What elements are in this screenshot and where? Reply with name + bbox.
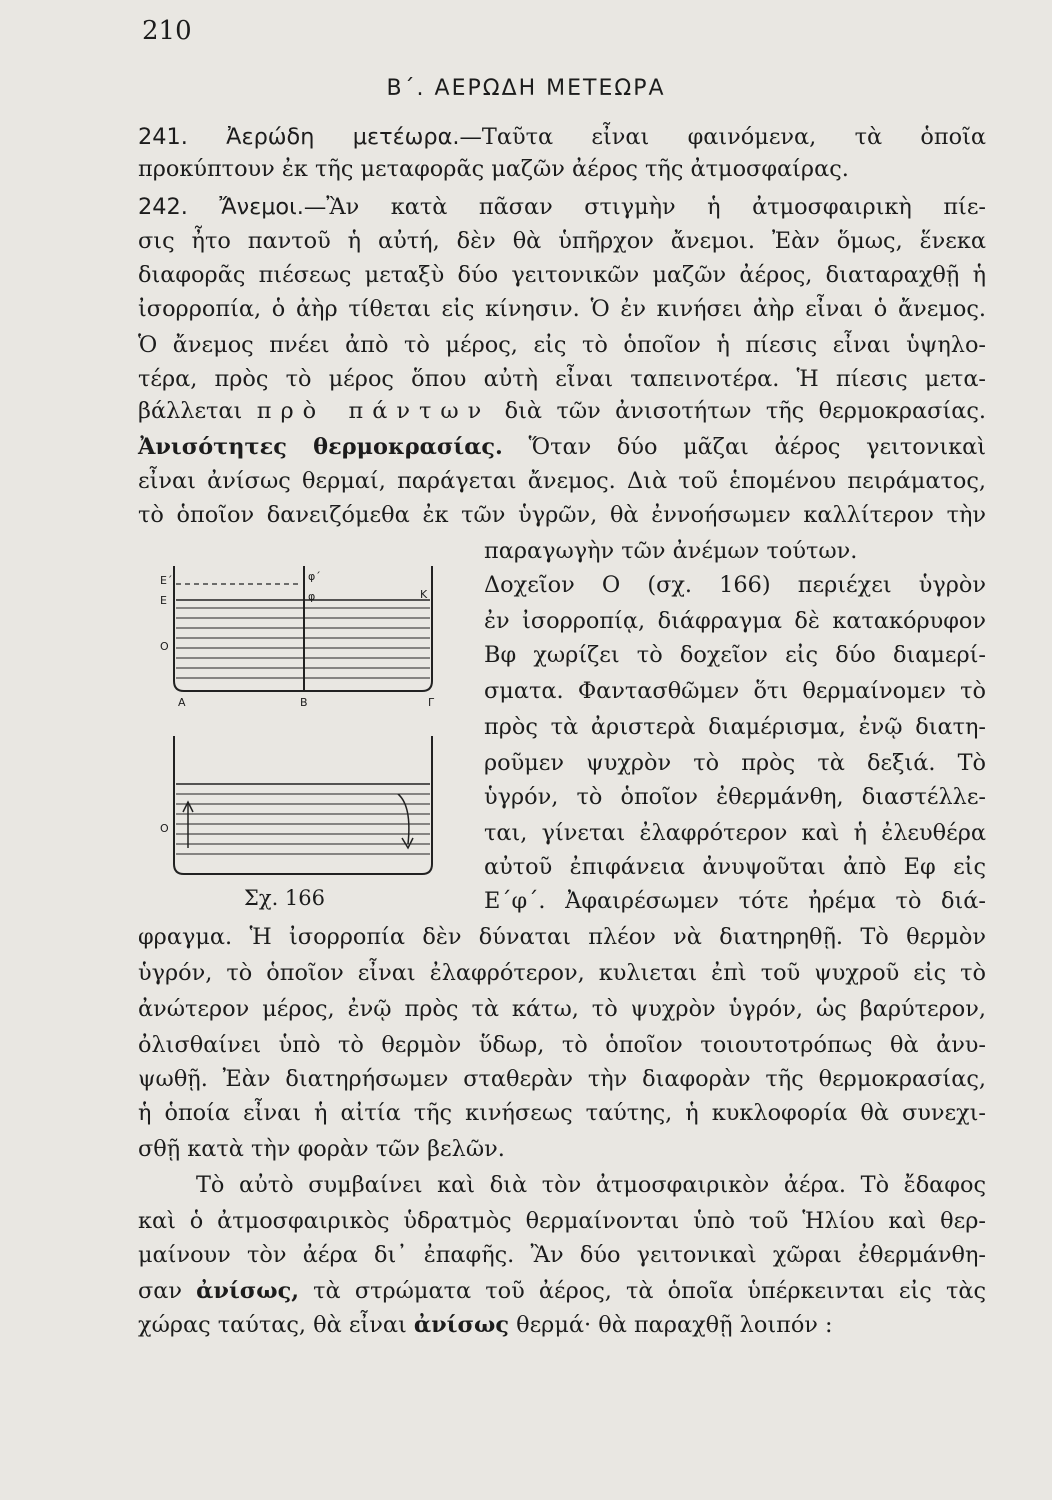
paragraph-242-line [138,192,986,222]
experiment-line: φραγμα. Ἡ ἰσορροπία δὲν δύναται πλέον νὰ διατηρηθῇ. Τὸ θερμὸν [138,924,986,950]
spaced-emphasis: πρὸ πάντων [256,398,491,424]
figure-caption: Σχ. 166 [244,886,326,910]
experiment-line: ται, γίνεται ἐλαφρότερον καὶ ἡ ἐλευθέρα [484,820,986,846]
vessel-after-heating [174,736,432,874]
figure-label: Κ [420,588,428,601]
figure-label: Ο [160,822,169,835]
paragraph-number: 242. [138,194,220,220]
paragraph-title: Ἀερώδη μετέωρα. [226,124,460,150]
experiment-line: Βφ χωρίζει τὸ δοχεῖον εἰς δύο διαμερί- [484,642,986,668]
final-paragraph-line: Τὸ αὐτὸ συμβαίνει καὶ διὰ τὸν ἀτμοσφαιρικὸν ἀέρα. Τὸ ἔδαφος [196,1172,986,1198]
arrow-down [398,794,409,844]
experiment-line: ὑγρόν, τὸ ὁποῖον ἐθερμάνθη, διαστέλλε- [484,784,986,810]
experiment-line: ἐν ἰσορροπίᾳ, διάφραγμα δὲ κατακόρυφον [484,608,986,634]
experiment-line: Ε΄φ΄. Ἀφαιρέσωμεν τότε ἠρέμα τὸ διά- [484,888,986,914]
paragraph-temperature-line: παραγωγὴν τῶν ἀνέμων τούτων. [484,538,858,564]
final-paragraph-line: καὶ ὁ ἀτμοσφαιρικὸς ὑδρατμὸς θερμαίνονται ὑπὸ τοῦ Ἡλίου καὶ θερ- [138,1208,986,1234]
experiment-line: ἡ ὁποία εἶναι ἡ αἰτία τῆς κινήσεως ταύτης, ἡ κυκλοφορία θὰ συνεχι- [138,1100,986,1126]
text-run: Ὅταν δύο μᾶζαι ἀέρος γειτονικαὶ [502,434,986,460]
figure-label: φ΄ [308,570,321,583]
page-number: 210 [142,16,192,46]
paragraph-242-line: διαφορᾶς πιέσεως μεταξὺ δύο γειτονικῶν μαζῶν ἀέρος, διαταραχθῇ ἡ [138,262,986,288]
experiment-line: ψωθῇ. Ἐὰν διατηρήσωμεν σταθερὰν τὴν διαφορὰν τῆς θερμοκρασίας, [138,1066,986,1092]
text-run: —Ταῦτα εἶναι φαινόμενα, τὰ ὁποῖα [459,124,986,150]
final-paragraph-line [138,1310,986,1340]
figure-label: Α [178,696,186,709]
text-run: θερμά· θὰ παραχθῇ λοιπόν : [508,1312,833,1338]
paragraph-241-line: προκύπτουν ἐκ τῆς μεταφορᾶς μαζῶν ἀέρος τῆς ἀτμοσφαίρας. [138,156,849,182]
experiment-line: πρὸς τὰ ἀριστερὰ διαμέρισμα, ἐνῷ διατη- [484,714,986,740]
paragraph-242-line [138,396,986,426]
text-run: βάλλεται [138,398,243,424]
paragraph-number: 241. [138,124,227,150]
text-run: τὰ στρώματα τοῦ ἀέρος, τὰ ὁποῖα ὑπέρκεινται εἰς τὰς [299,1278,987,1304]
bold-emphasis: ἀνίσως, [196,1278,300,1304]
experiment-line: σθῇ κατὰ τὴν φορὰν τῶν βελῶν. [138,1136,505,1162]
paragraph-temperature-line: τὸ ὁποῖον δανειζόμεθα ἐκ τῶν ὑγρῶν, θὰ ἐννοήσωμεν καλλίτερον τὴν [138,502,986,528]
paragraph-242-line: τέρα, πρὸς τὸ μέρος ὅπου αὐτὴ εἶναι ταπεινοτέρα. Ἡ πίεσις μετα- [138,366,986,392]
paragraph-242-line: σις ἦτο παντοῦ ἡ αὐτή, δὲν θὰ ὑπῆρχον ἄνεμοι. Ἐὰν ὅμως, ἕνεκα [138,228,986,254]
experiment-line: Δοχεῖον Ο (σχ. 166) περιέχει ὑγρὸν [484,572,986,598]
text-run: σαν [138,1278,197,1304]
figure-label: φ [308,590,316,603]
section-heading: Β΄. ΑΕΡΩΔΗ ΜΕΤΕΩΡΑ [386,76,666,101]
text-run: διὰ τῶν ἀνισοτήτων τῆς θερμοκρασίας. [504,398,987,424]
figure-label: Ο [160,640,169,653]
vessel-diagram [132,556,452,886]
text-run: χώρας ταύτας, θὰ εἶναι [138,1312,414,1338]
figure-label: Ε΄ [160,574,173,587]
text-run: —Ἂν κατὰ πᾶσαν στιγμὴν ἡ ἀτμοσφαιρικὴ πίε- [303,194,986,220]
paragraph-temperature-line: εἶναι ἀνίσως θερμαί, παράγεται ἄνεμος. Διὰ τοῦ ἑπομένου πειράματος, [138,468,986,494]
figure-166 [132,556,452,916]
experiment-line: ἀνώτερον μέρος, ἐνῷ πρὸς τὰ κάτω, τὸ ψυχρὸν ὑγρόν, ὡς βαρύτερον, [138,996,986,1022]
bold-emphasis: ἀνίσως [413,1312,509,1338]
figure-label: Γ [428,696,435,709]
figure-label: Ε [160,594,167,607]
paragraph-242-line: Ὁ ἄνεμος πνέει ἀπὸ τὸ μέρος, εἰς τὸ ὁποῖον ἡ πίεσις εἶναι ὑψηλο- [138,332,986,358]
experiment-line: ροῦμεν ψυχρὸν τὸ πρὸς τὰ δεξιά. Τὸ [484,750,986,776]
paragraph-242-line: ἰσορροπία, ὁ ἀὴρ τίθεται εἰς κίνησιν. Ὁ ἐν κινήσει ἀὴρ εἶναι ὁ ἄνεμος. [138,296,986,322]
paragraph-temperature-line [138,432,986,462]
experiment-line: ὀλισθαίνει ὑπὸ τὸ θερμὸν ὕδωρ, τὸ ὁποῖον τοιουτοτρόπως θὰ ἀνυ- [138,1032,986,1058]
experiment-line: αὐτοῦ ἐπιφάνεια ἀνυψοῦται ἀπὸ Εφ εἰς [484,854,986,880]
experiment-line: ὑγρόν, τὸ ὁποῖον εἶναι ἐλαφρότερον, κυλιεται ἐπὶ τοῦ ψυχροῦ εἰς τὸ [138,960,986,986]
experiment-line: σματα. Φαντασθῶμεν ὅτι θερμαίνομεν τὸ [484,678,986,704]
paragraph-241-line [138,122,986,152]
figure-label: Β [300,696,308,709]
final-paragraph-line [138,1276,986,1306]
final-paragraph-line: μαίνουν τὸν ἀέρα δι᾽ ἐπαφῆς. Ἂν δύο γειτονικαὶ χῶραι ἐθερμάνθη- [138,1242,986,1268]
paragraph-title: Ἄνεμοι. [219,194,304,220]
vessel-before-heating [174,566,432,691]
paragraph-title: Ἀνισότητες θερμοκρασίας. [138,434,503,460]
